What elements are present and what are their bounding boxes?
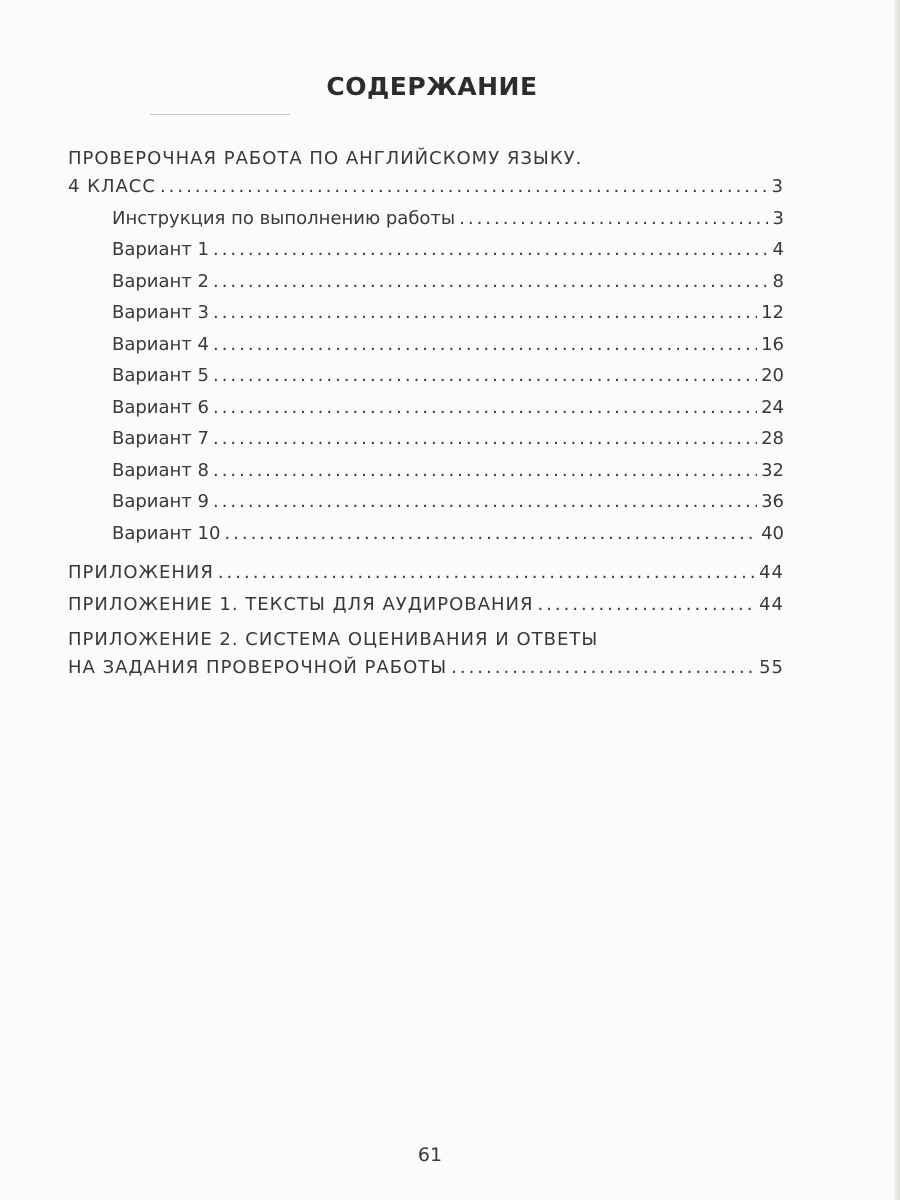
toc-entry-appendices[interactable] xyxy=(68,562,784,594)
toc-entry-label: Вариант 6 xyxy=(112,396,209,418)
toc-entry-label: Вариант 9 xyxy=(112,491,209,512)
toc-entry-label: Вариант 2 xyxy=(112,270,209,292)
page-number: 61 xyxy=(417,1144,443,1166)
dot-leader xyxy=(451,657,755,678)
toc-entry-variant-9[interactable] xyxy=(68,491,784,523)
dot-leader xyxy=(213,491,757,512)
toc-entry-appendix-2[interactable] xyxy=(68,657,784,689)
page-title: СОДЕРЖАНИЕ xyxy=(326,72,538,101)
dot-leader xyxy=(224,523,757,544)
toc-entry-instruction[interactable] xyxy=(68,208,784,240)
dot-leader xyxy=(213,302,757,323)
toc-entry-page: 28 xyxy=(761,428,784,449)
toc-entry-page: 44 xyxy=(759,562,784,583)
dot-leader xyxy=(213,334,757,355)
dot-leader xyxy=(213,460,757,481)
toc-entry-page: 12 xyxy=(761,302,784,323)
toc-entry-variant-3[interactable] xyxy=(68,302,784,334)
toc-entry-variant-5[interactable] xyxy=(68,365,784,397)
toc-entry-label: Вариант 8 xyxy=(112,459,209,481)
toc-main-section-line1: ПРОВЕРОЧНАЯ РАБОТА ПО АНГЛИЙСКОМУ ЯЗЫКУ. xyxy=(68,148,583,169)
toc-entry-main-section[interactable] xyxy=(68,176,784,208)
toc-entry-label: Вариант 3 xyxy=(112,302,209,323)
toc-entry-page: 24 xyxy=(761,396,784,418)
dot-leader xyxy=(213,397,757,418)
toc-entry-label: Вариант 1 xyxy=(112,239,209,260)
toc-appendix-2-line1: ПРИЛОЖЕНИЕ 2. СИСТЕМА ОЦЕНИВАНИЯ И ОТВЕТЫ xyxy=(68,629,599,650)
toc-entry-page: 44 xyxy=(759,593,784,615)
page-edge-shadow xyxy=(894,0,900,1200)
toc-entry-appendix-1[interactable] xyxy=(68,594,784,626)
dot-leader xyxy=(218,562,755,583)
toc-entry-variant-6[interactable] xyxy=(68,397,784,429)
toc-entry-label: Вариант 7 xyxy=(112,428,209,449)
toc-entry-label: Вариант 10 xyxy=(112,522,221,544)
dot-leader xyxy=(213,271,768,292)
toc-entry-variant-7[interactable] xyxy=(68,428,784,460)
toc-entry-variant-1[interactable] xyxy=(68,239,784,271)
toc-entry-variant-8[interactable] xyxy=(68,460,784,492)
toc-entry-page: 4 xyxy=(772,239,784,260)
toc-entry-label: 4 КЛАСС xyxy=(68,176,156,197)
dot-leader xyxy=(537,594,755,615)
toc-entry-variant-2[interactable] xyxy=(68,271,784,303)
dot-leader xyxy=(459,208,768,229)
toc-entry-page: 36 xyxy=(761,491,784,512)
table-of-contents xyxy=(68,148,784,689)
toc-entry-variant-10[interactable] xyxy=(68,523,784,555)
dot-leader xyxy=(160,176,768,197)
toc-entry-page: 3 xyxy=(772,207,784,229)
toc-entry-page: 40 xyxy=(761,522,784,544)
toc-entry-page: 20 xyxy=(761,365,784,386)
dot-leader xyxy=(213,239,768,260)
toc-entry-page: 16 xyxy=(761,333,784,355)
toc-entry-page: 55 xyxy=(759,657,784,678)
toc-entry-page: 32 xyxy=(761,459,784,481)
toc-entry-label: ПРИЛОЖЕНИЯ xyxy=(68,562,214,583)
toc-entry-label: Инструкция по выполнению работы xyxy=(112,207,456,229)
toc-entry-label: Вариант 5 xyxy=(112,365,209,386)
toc-entry-page: 8 xyxy=(772,270,784,292)
toc-entry-label: ПРИЛОЖЕНИЕ 1. ТЕКСТЫ ДЛЯ АУДИРОВАНИЯ xyxy=(68,593,534,615)
dot-leader xyxy=(213,365,757,386)
dot-leader xyxy=(213,428,757,449)
toc-entry-page: 3 xyxy=(771,176,784,197)
toc-entry-variant-4[interactable] xyxy=(68,334,784,366)
toc-entry-label: Вариант 4 xyxy=(112,333,209,355)
scan-smudge xyxy=(150,114,290,115)
toc-entry-label: НА ЗАДАНИЯ ПРОВЕРОЧНОЙ РАБОТЫ xyxy=(68,657,448,678)
